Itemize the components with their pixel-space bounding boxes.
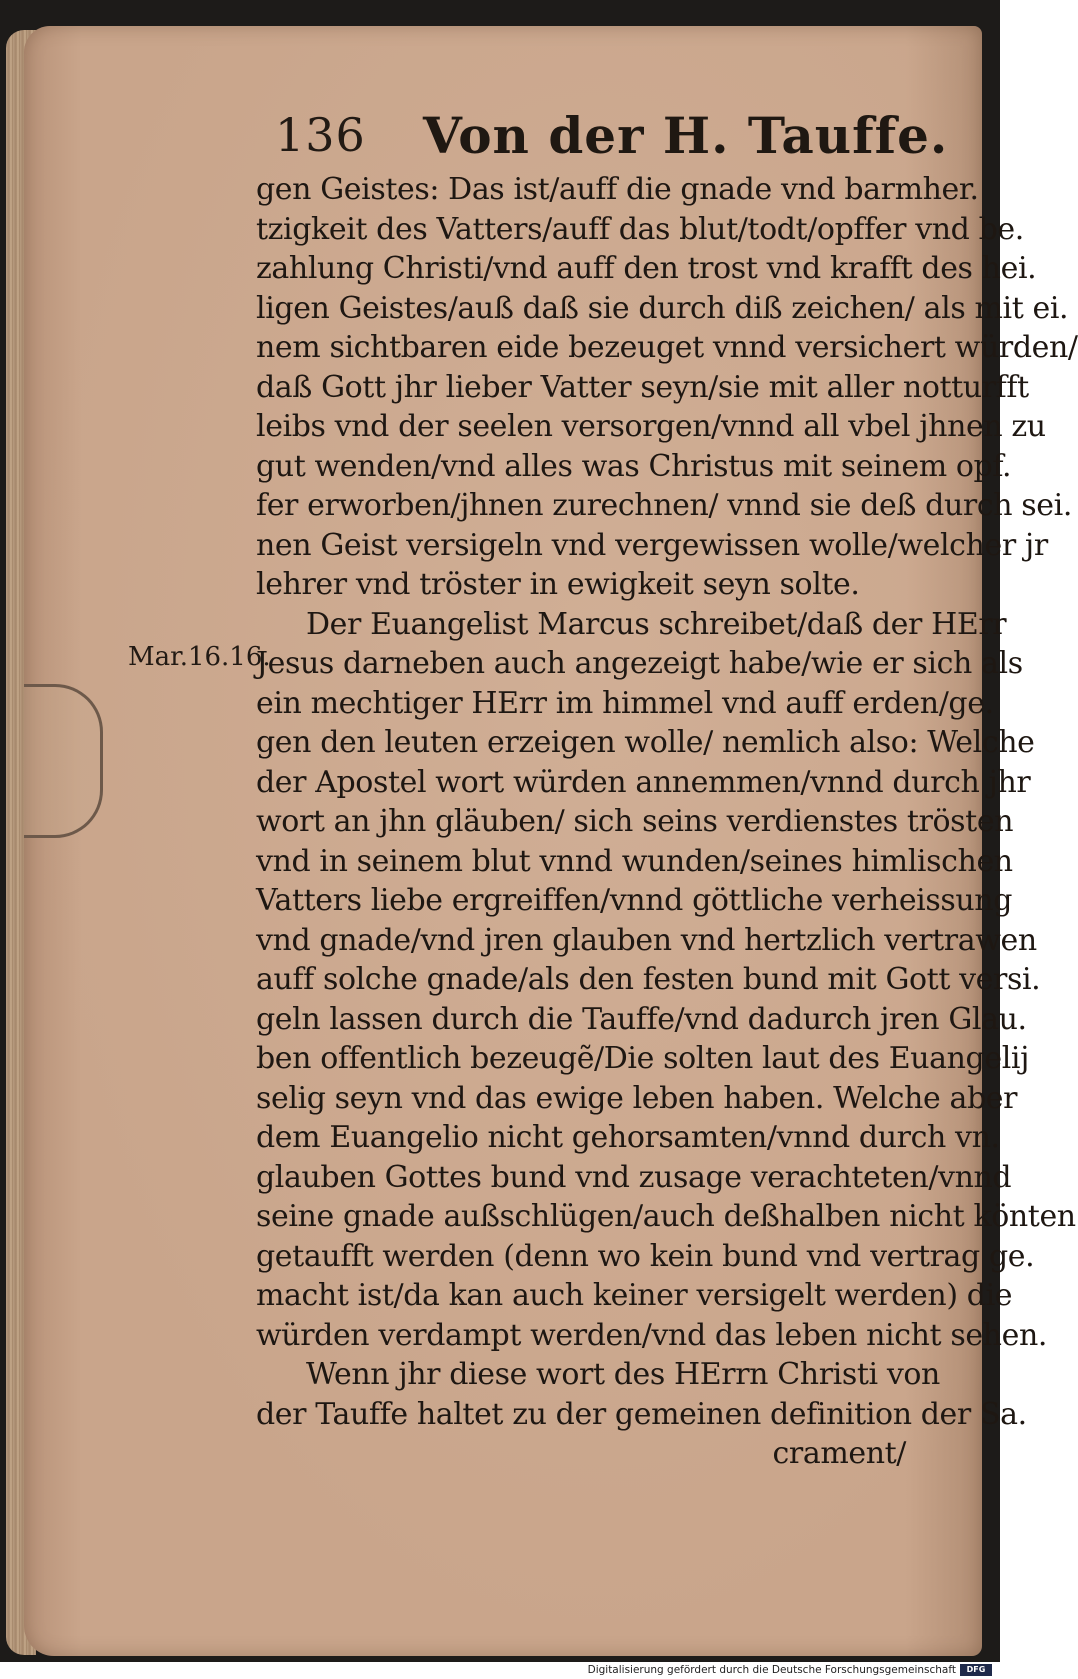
- text-line: lehrer vnd tröster in ewigkeit seyn solte.: [256, 567, 860, 602]
- catchword: crament/: [772, 1436, 906, 1471]
- text-line: ligen Geistes/auß daß sie durch diß zeichen/ als mit ei.: [256, 290, 1069, 326]
- page-clasp: [24, 684, 103, 838]
- text-line: gut wenden/vnd alles was Christus mit seinem opf.: [256, 448, 1012, 484]
- text-line: der Apostel wort würden annemmen/vnnd durch jhr: [256, 764, 1031, 800]
- dfg-logo: DFG: [960, 1664, 992, 1676]
- text-line: leibs vnd der seelen versorgen/vnnd all vbel jhnen zu: [256, 409, 1046, 444]
- text-line: zahlung Christi/vnd auff den trost vnd krafft des hei.: [256, 251, 1037, 286]
- text-line: Der Euangelist Marcus schreibet/daß der HErr: [306, 606, 1007, 642]
- text-line: der Tauffe haltet zu der gemeinen definition der Sa.: [256, 1396, 1027, 1432]
- text-line: getaufft werden (denn wo kein bund vnd vertrag ge.: [256, 1238, 1035, 1274]
- text-line: glauben Gottes bund vnd zusage verachteten/vnnd: [256, 1159, 1012, 1195]
- text-line: Jesus darneben auch angezeigt habe/wie er sich als: [256, 646, 1023, 681]
- margin-note: Mar.16.16.: [128, 642, 271, 672]
- page-header: [275, 106, 949, 165]
- text-line: auff solche gnade/als den festen bund mit Gott versi.: [256, 962, 1041, 997]
- text-line: fer erworben/jhnen zurechnen/ vnnd sie deß durch sei.: [256, 488, 1072, 523]
- running-title: Von der H. Tauffe.: [423, 106, 949, 165]
- text-line: ein mechtiger HErr im himmel vnd auff erden/ge.: [256, 685, 994, 721]
- page-number: 136: [275, 108, 366, 162]
- text-line: selig seyn vnd das ewige leben haben. Welche aber: [256, 1080, 1018, 1116]
- text-line: gen den leuten erzeigen wolle/ nemlich also: Welche: [256, 725, 1035, 760]
- text-line: wort an jhn gläuben/ sich seins verdienstes trösten: [256, 804, 1014, 839]
- text-line: Vatters liebe ergreiffen/vnnd göttliche verheissung: [256, 883, 1013, 918]
- text-line: seine gnade außschlügen/auch deßhalben nicht könten: [256, 1199, 1076, 1234]
- text-line: tzigkeit des Vatters/auff das blut/todt/opffer vnd be.: [256, 211, 1024, 247]
- text-line: ben offentlich bezeugẽ/Die solten laut des Euangelij: [256, 1041, 1029, 1076]
- body-text: [256, 170, 1078, 1474]
- text-line: Wenn jhr diese wort des HErrn Christi von: [306, 1357, 940, 1392]
- text-line: geln lassen durch die Tauffe/vnd dadurch jren Glau.: [256, 1001, 1027, 1037]
- text-line: nen Geist versigeln vnd vergewissen wolle/welcher jr: [256, 527, 1048, 563]
- text-line: würden verdampt werden/vnd das leben nicht sehen.: [256, 1317, 1048, 1353]
- text-line: gen Geistes: Das ist/auff die gnade vnd barmher.: [256, 172, 979, 207]
- text-line: macht ist/da kan auch keiner versigelt werden) die: [256, 1278, 1013, 1313]
- text-line: nem sichtbaren eide bezeuget vnnd versichert würden/: [256, 330, 1078, 365]
- text-line: daß Gott jhr lieber Vatter seyn/sie mit aller notturfft: [256, 369, 1029, 405]
- footer-credit: Digitalisierung gefördert durch die Deutsche Forschungsgemeinschaft: [587, 1664, 956, 1676]
- text-line: vnd gnade/vnd jren glauben vnd hertzlich vertrawen: [256, 922, 1037, 958]
- text-line: vnd in seinem blut vnnd wunden/seines himlischen: [256, 843, 1013, 879]
- text-line: dem Euangelio nicht gehorsamten/vnnd durch vn.: [256, 1120, 1000, 1155]
